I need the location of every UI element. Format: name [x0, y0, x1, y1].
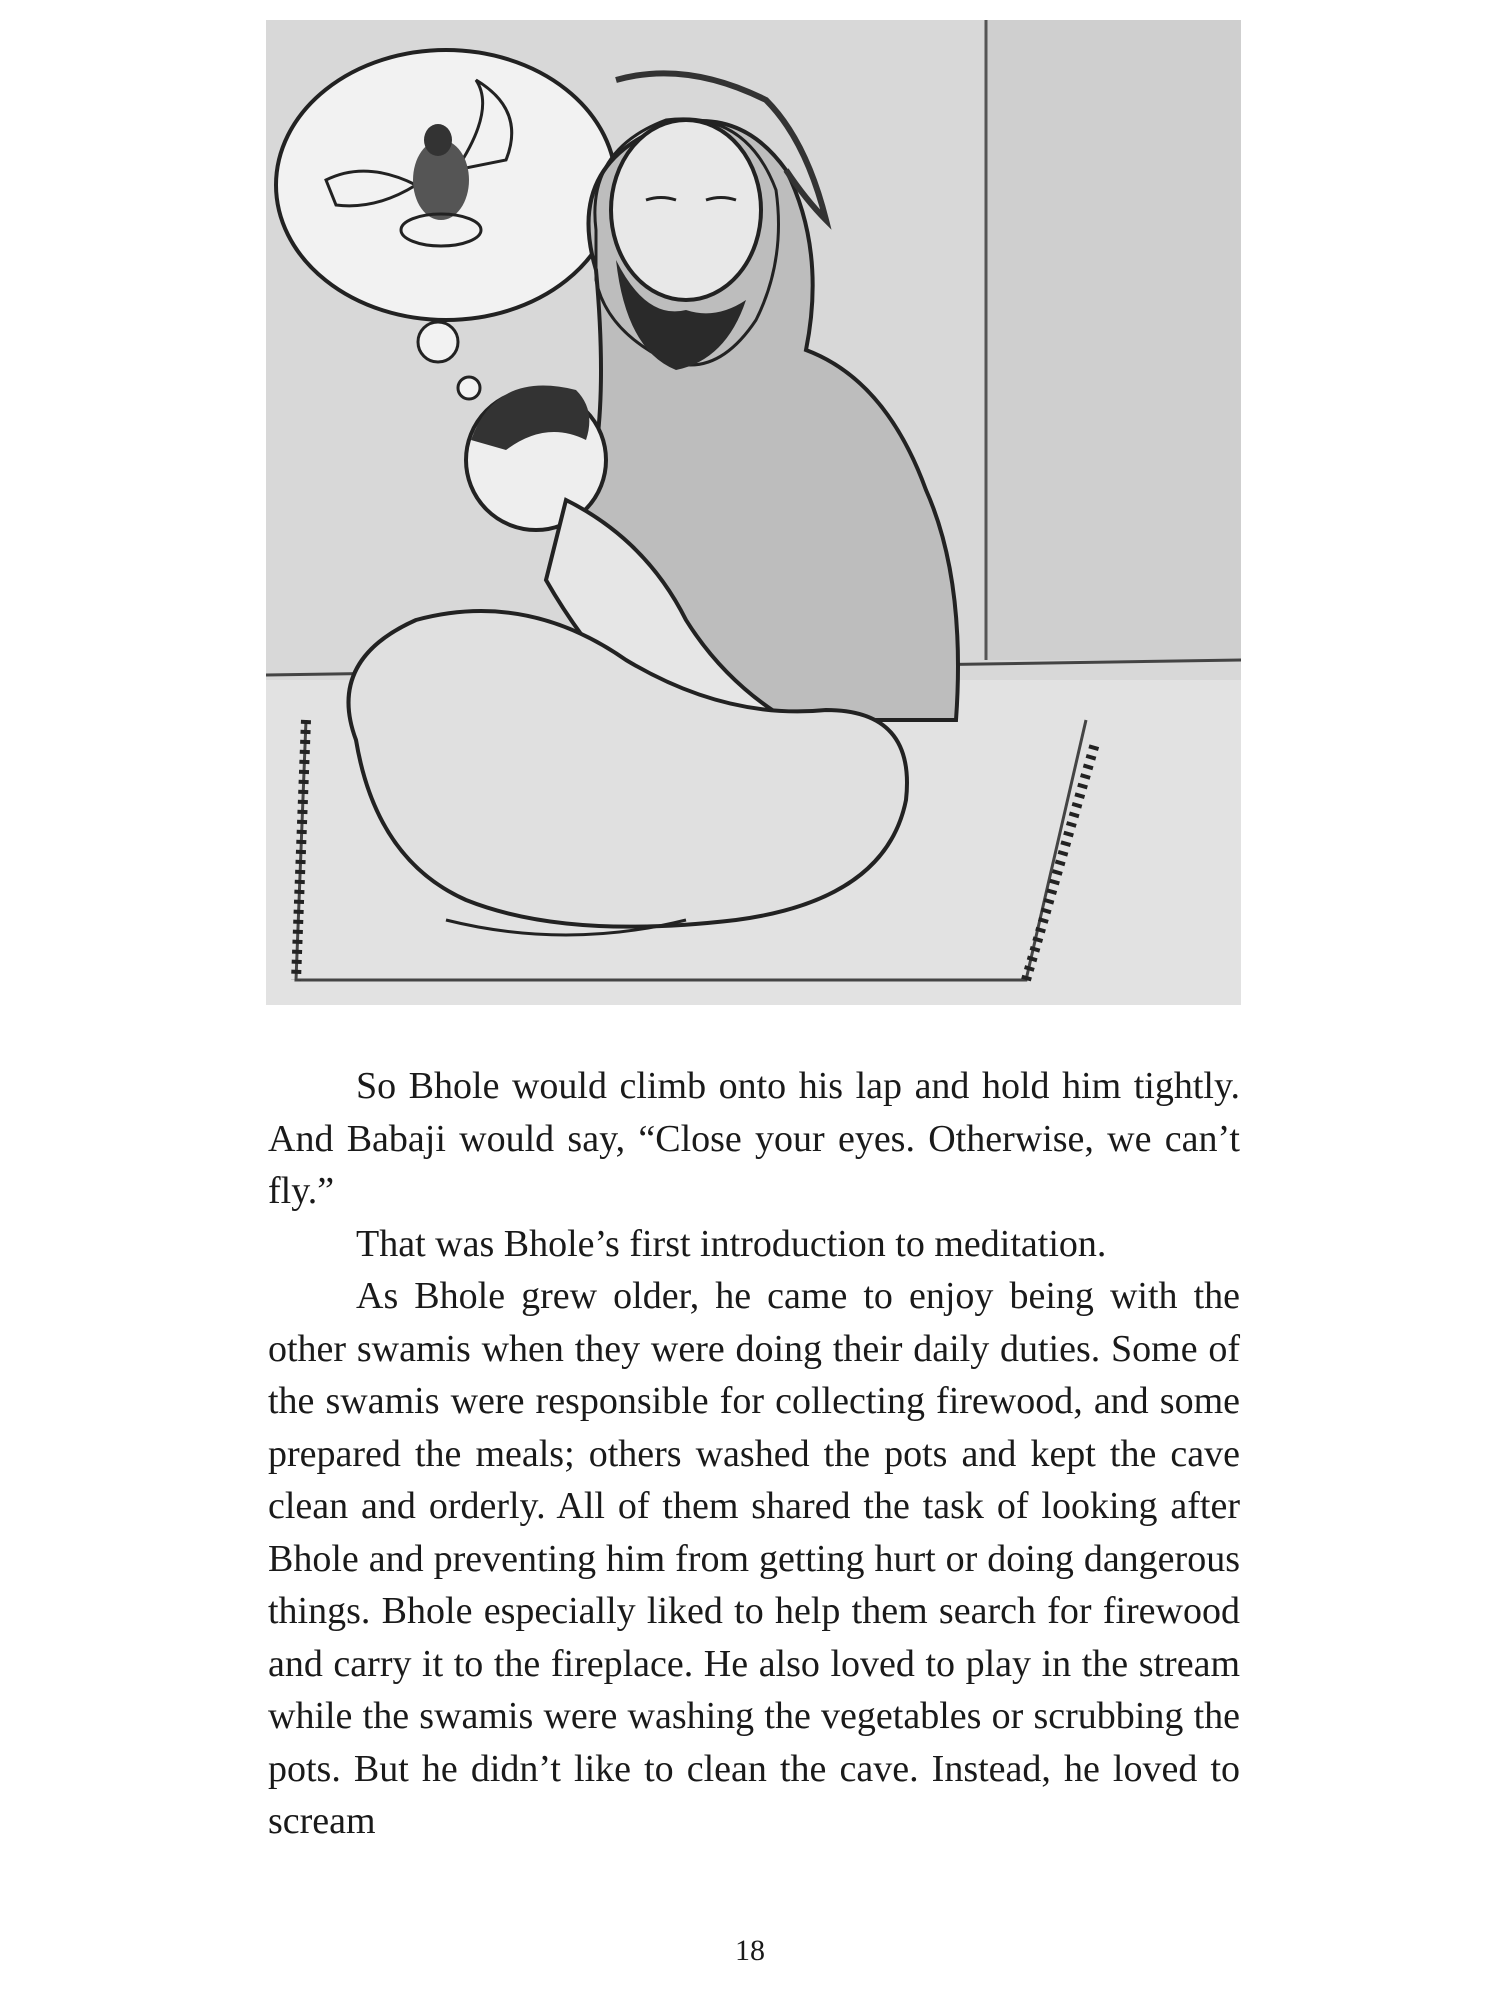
sage-holding-child-drawing: [266, 20, 1241, 1005]
illustration: [266, 20, 1241, 1005]
paragraph: As Bhole grew older, he came to enjoy being with the other swamis when they were doing their daily duties. Some of the swamis were responsible for collecting firewood, and some prepared the meals; others washed the pots and kept the cave clean and orderly. All of them shared the task of looking after Bhole and preventing him from getting hurt or doing dangerous things. Bhole especially liked to help them search for firewood and carry it to the fireplace. He also loved to play in the stream while the swamis were washing the vegetables or scrubbing the pots. But he didn’t like to clean the cave. Instead, he loved to scream: [268, 1275, 1240, 1842]
paragraph: That was Bhole’s first introduction to meditation.: [356, 1222, 1107, 1265]
body-text: [268, 1060, 1240, 1848]
page-number: 18: [735, 1934, 765, 1967]
paragraph: So Bhole would climb onto his lap and hold him tightly. And Babaji would say, “Close your eyes. Otherwise, we can’t fly.”: [268, 1065, 1240, 1212]
